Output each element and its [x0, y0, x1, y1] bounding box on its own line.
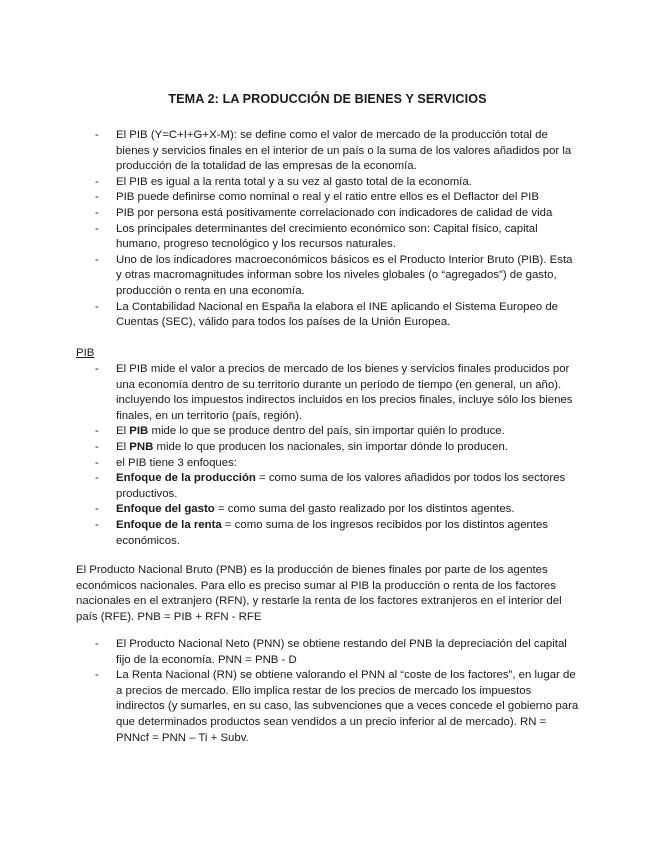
- text-fragment: = como suma de los valores añadidos por todos los sectores productivos.: [116, 472, 566, 500]
- list-item: - Uno de los indicadores macroeconómicos básicos es el Producto Interior Bruto (PIB). Esta y otras macromagnitudes informan sobre los niveles globales (o “agregados”) de gasto, producción o renta en una economía.: [0, 253, 655, 300]
- intro-bullet-list: [0, 128, 655, 331]
- list-item: - El Producto Nacional Neto (PNN) se obtiene restando del PNB la depreciación del capital fijo de la economía. PNN = PNB - D: [0, 637, 655, 668]
- list-item: - PIB por persona está positivamente correlacionado con indicadores de calidad de vida: [0, 206, 655, 222]
- text-fragment: El: [116, 440, 130, 453]
- pnb-paragraph: El Producto Nacional Bruto (PNB) es la producción de bienes finales por parte de los agentes económicos nacionales. Para ello es preciso sumar al PIB la producción o renta de los factores nacionales en el extranjero (RFN), y restarle la renta de los factores extranjeros en el interior del país (RFE). PNB = PIB + RFN - RFE: [76, 564, 562, 623]
- section-heading-pib: PIB: [76, 347, 95, 359]
- list-item: [0, 440, 655, 456]
- list-item: - Los principales determinantes del crecimiento económico son: Capital físico, capital humano, progreso tecnológico y los recursos naturales.: [0, 222, 655, 253]
- final-bullet-list: [0, 637, 655, 746]
- list-item: - El PIB (Y=C+I+G+X-M): se define como el valor de mercado de la producción total de bienes y servicios finales en el interior de un país o la suma de los valores añadidos por la producción de la totalidad de las empresas de la economía.: [0, 128, 655, 175]
- list-item: - La Contabilidad Nacional en España la elabora el INE aplicando el Sistema Europeo de Cuentas (SEC), válido para todos los países de la Unión Europea.: [0, 300, 655, 331]
- text-fragment: mide lo que producen los nacionales, sin importar dónde lo producen.: [153, 440, 508, 453]
- bold-term: PIB: [129, 425, 149, 438]
- list-item: - La Renta Nacional (RN) se obtiene valorando el PNN al “coste de los factores”, en lugar de a precios de mercado. Ello implica restar de los precios de mercado los impuestos indirectos (y sumarles, en su caso, las subvenciones que a veces concede el gobierno para que determinados productos sean vendidos a un precio inferior al de mercado). RN = PNNcf = PNN – Ti + Subv.: [0, 668, 655, 746]
- list-item: [0, 471, 655, 502]
- bold-term: Enfoque de la producción: [116, 472, 256, 485]
- pib-bullet-list: [0, 362, 655, 549]
- list-item: [0, 424, 655, 440]
- list-item: [0, 502, 655, 518]
- bold-term: Enfoque de la renta: [116, 518, 222, 531]
- bold-term: PNB: [129, 440, 154, 453]
- list-item: - El PIB es igual a la renta total y a su vez al gasto total de la economía.: [0, 175, 655, 191]
- list-item: [0, 518, 655, 549]
- document-title: TEMA 2: LA PRODUCCIÓN DE BIENES Y SERVICIOS: [168, 92, 487, 106]
- text-fragment: mide lo que se produce dentro del país, sin importar quién lo produce.: [148, 425, 505, 438]
- list-item: - el PIB tiene 3 enfoques:: [0, 456, 655, 472]
- list-item: - PIB puede definirse como nominal o real y el ratio entre ellos es el Deflactor del PIB: [0, 190, 655, 206]
- text-fragment: = como suma del gasto realizado por los distintos agentes.: [214, 503, 515, 516]
- text-fragment: = como suma de los ingresos recibidos por los distintos agentes económicos.: [116, 518, 549, 547]
- text-fragment: El: [116, 425, 130, 438]
- list-item: - El PIB mide el valor a precios de mercado de los bienes y servicios finales producidos por una economía dentro de su territorio durante un período de tiempo (en general, un año). incluyendo los impuestos indirectos incluidos en los precios finales, incluye sólo los bienes finales, en un territorio (país, región).: [0, 362, 655, 424]
- bold-term: Enfoque del gasto: [116, 503, 215, 516]
